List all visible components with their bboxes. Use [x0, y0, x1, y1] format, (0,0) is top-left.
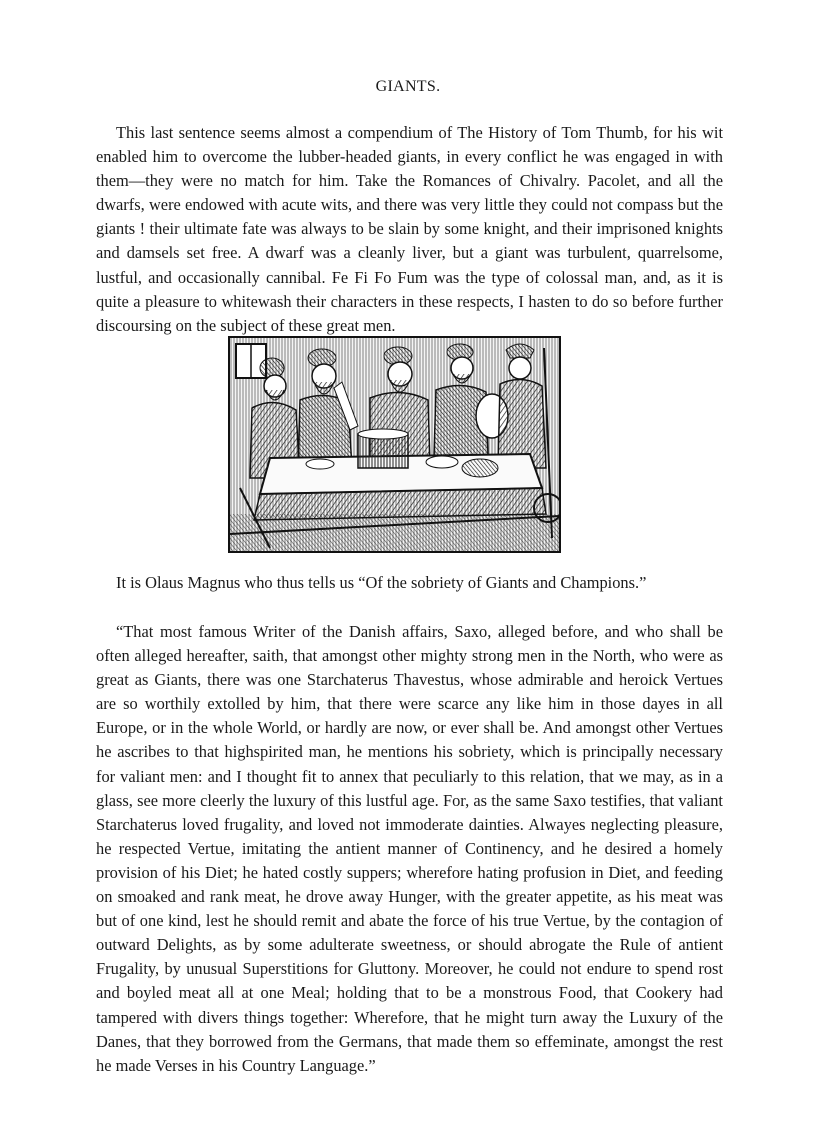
woodcut-illustration — [228, 336, 561, 553]
paragraph-intro: This last sentence seems almost a compendium of The History of Tom Thumb, for his wit enabled him to overcome the lubber-headed giants, in every conflict he was engaged in with them—they were no match for him. Take the Romances of Chivalry. Pacolet, and all the dwarfs, were endowed with acute wits, and there was very little they could not compass but the giants ! their ultimate fate was always to be slain by some knight, and their imprisoned knights and damsels set free. A dwarf was a cleanly liver, but a giant was turbulent, quarrelsome, lustful, and occasionally cannibal. Fe Fi Fo Fum was the type of colossal man, and, as it is quite a pleasure to whitewash their characters in these respects, I hasten to do so before further discoursing on the subject of these great men. — [96, 123, 723, 335]
feast-scene-image — [230, 338, 559, 551]
page-title: GIANTS. — [375, 78, 441, 95]
paragraph-quotation: “That most famous Writer of the Danish affairs, Saxo, alleged before, and who shall be often alleged hereafter, saith, that amongst other mighty strong men in the North, who were as great as Giants, there was one Starchaterus Thavestus, whose admirable and heroick Vertues are so worthily extolled by him, that there were scarce any like him in those dayes in all Europe, or in the whole World, or hardly are now, or ever shall be. And amongst other Vertues he ascribes to that highspirited man, he mentions his sobriety, which is principally necessary for valiant men: and I thought fit to annex that peculiarly to this relation, that we may, as in a glass, see more cleerly the luxury of this lustful age. For, as the same Saxo testifies, that valiant Starchaterus loved frugality, and loved not immoderate dainties. Alwayes neglecting pleasure, he respected Vertue, imitating the antient manner of Continency, and he desired a homely provision of his Diet; he hated costly suppers; wherefore hating profusion in Diet, and feeding on smoaked and rank meat, he drove away Hunger, with the greater appetite, as his meat was but of one kind, lest he should remit and abate the force of his true Vertue, by the contagion of outward Delights, as by some adulterate sweetness, or should abrogate the Rule of antient Frugality, by unusual Superstitions for Gluttony. Moreover, he could not endure to spend rost and boyled meat all at one Meal; holding that to be a monstrous Food, that Cookery had tampered with divers things together: Wherefore, that he might turn away the Luxury of the Danes, that they borrowed from the Germans, that made them so effeminate, amongst the rest he made Verses in his Country Language.” — [96, 622, 723, 1075]
paragraph-olaus-magnus: It is Olaus Magnus who thus tells us “Of the sobriety of Giants and Champions.” — [116, 573, 647, 592]
